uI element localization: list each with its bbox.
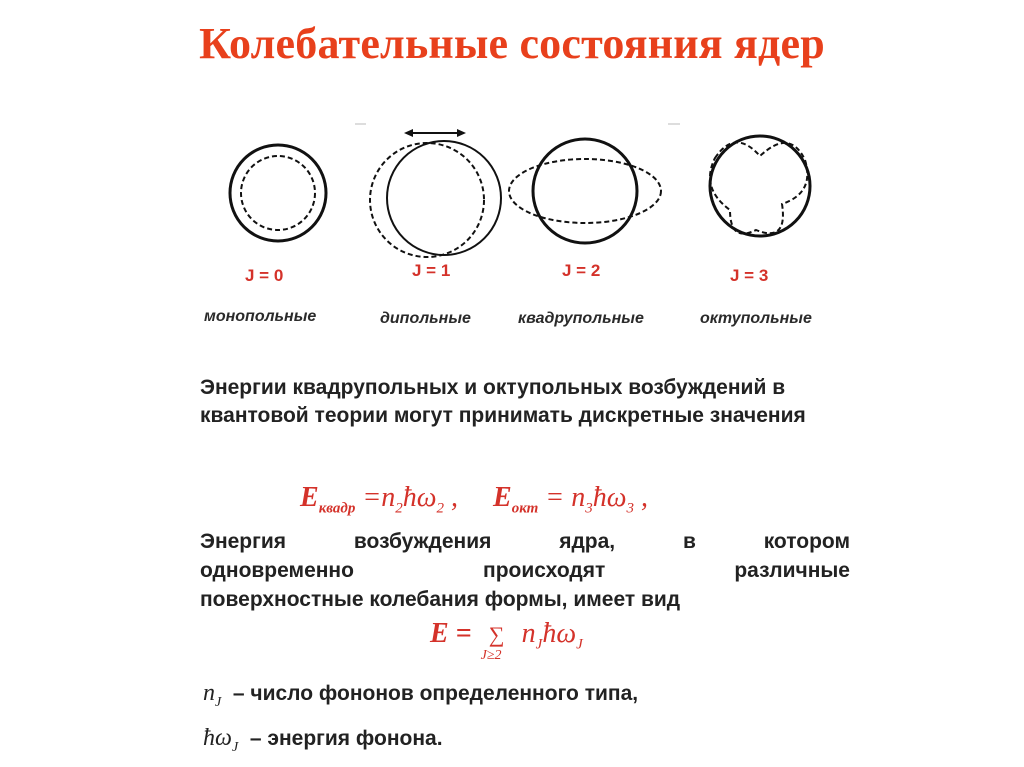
n2-sub: 2 bbox=[395, 500, 403, 517]
e-kvadr-symbol: E bbox=[300, 482, 319, 513]
hw-def-sub: J bbox=[231, 739, 239, 755]
paragraph-2-line-1: Энергия возбуждения ядра, в котором bbox=[200, 530, 850, 553]
octupole-shape bbox=[710, 136, 810, 236]
paragraph-2-line-2: одновременно происходят различные bbox=[200, 559, 850, 582]
definition-nj bbox=[203, 680, 638, 711]
hw-def-symbol: ħω bbox=[203, 725, 232, 751]
mode-quadrupole: квадрупольные bbox=[518, 310, 644, 327]
n3-sub: 3 bbox=[585, 500, 593, 517]
j2-label: J = 2 bbox=[562, 261, 601, 280]
modes-drawing bbox=[190, 118, 870, 338]
n3-symbol: n bbox=[571, 482, 586, 513]
sum-symbol: ∑ bbox=[488, 622, 505, 647]
nj-sub: J bbox=[535, 636, 543, 653]
mode-monopole: монопольные bbox=[204, 308, 317, 325]
e-okt-symbol: E bbox=[493, 482, 512, 513]
j3-label: J = 3 bbox=[730, 266, 769, 285]
mode-dipole: дипольные bbox=[380, 310, 471, 327]
hbar-omega-j: ħω bbox=[542, 618, 577, 649]
nj-def-symbol: n bbox=[203, 680, 215, 706]
hbar-omega3: ħω bbox=[592, 482, 627, 513]
formula-separator: , bbox=[451, 482, 459, 513]
omega3-sub: 3 bbox=[626, 500, 634, 517]
paragraph-2-line-3: поверхностные колебания формы, имеет вид bbox=[200, 588, 681, 611]
nj-def-sub: J bbox=[215, 694, 222, 710]
sum-subscript: J≥2 bbox=[480, 648, 502, 663]
e-okt-sub: окт bbox=[511, 500, 539, 517]
nj-def-text: – число фононов определенного типа, bbox=[232, 682, 639, 705]
n2-symbol: n bbox=[381, 482, 396, 513]
formula-total-energy bbox=[430, 618, 583, 663]
omega-j-sub: J bbox=[576, 636, 583, 653]
paragraph-1: Энергии квадрупольных и октупольных возбуждений в квантовой теории могут принимать дискретные значения bbox=[200, 376, 806, 427]
formula-energies: $E_{квадр}$ $=n_2ħ\omega_2$ , $E_{окт}$ = $n_3ħ\omega_3$ , bbox=[300, 482, 648, 517]
quadrupole-shape bbox=[509, 139, 661, 243]
j1-label: J = 1 bbox=[412, 261, 451, 280]
dipole-shape bbox=[370, 129, 501, 257]
omega2-sub: 2 bbox=[436, 500, 445, 517]
e-kvadr-sub: квадр bbox=[318, 500, 356, 517]
mode-octupole: октупольные bbox=[700, 310, 812, 327]
definition-hbar-omega bbox=[203, 725, 443, 756]
hbar-omega2: ħω bbox=[402, 482, 437, 513]
formula-end: , bbox=[640, 482, 648, 513]
j0-label: J = 0 bbox=[245, 266, 284, 285]
nj-symbol: n bbox=[521, 618, 536, 649]
monopole-shape bbox=[230, 145, 326, 241]
total-energy-lhs: E = bbox=[430, 618, 472, 649]
page-title: Колебательные состояния ядер bbox=[199, 19, 825, 68]
hw-def-text: – энергия фонона. bbox=[249, 727, 443, 750]
sum-block bbox=[479, 618, 515, 663]
modes-figure bbox=[190, 118, 870, 338]
